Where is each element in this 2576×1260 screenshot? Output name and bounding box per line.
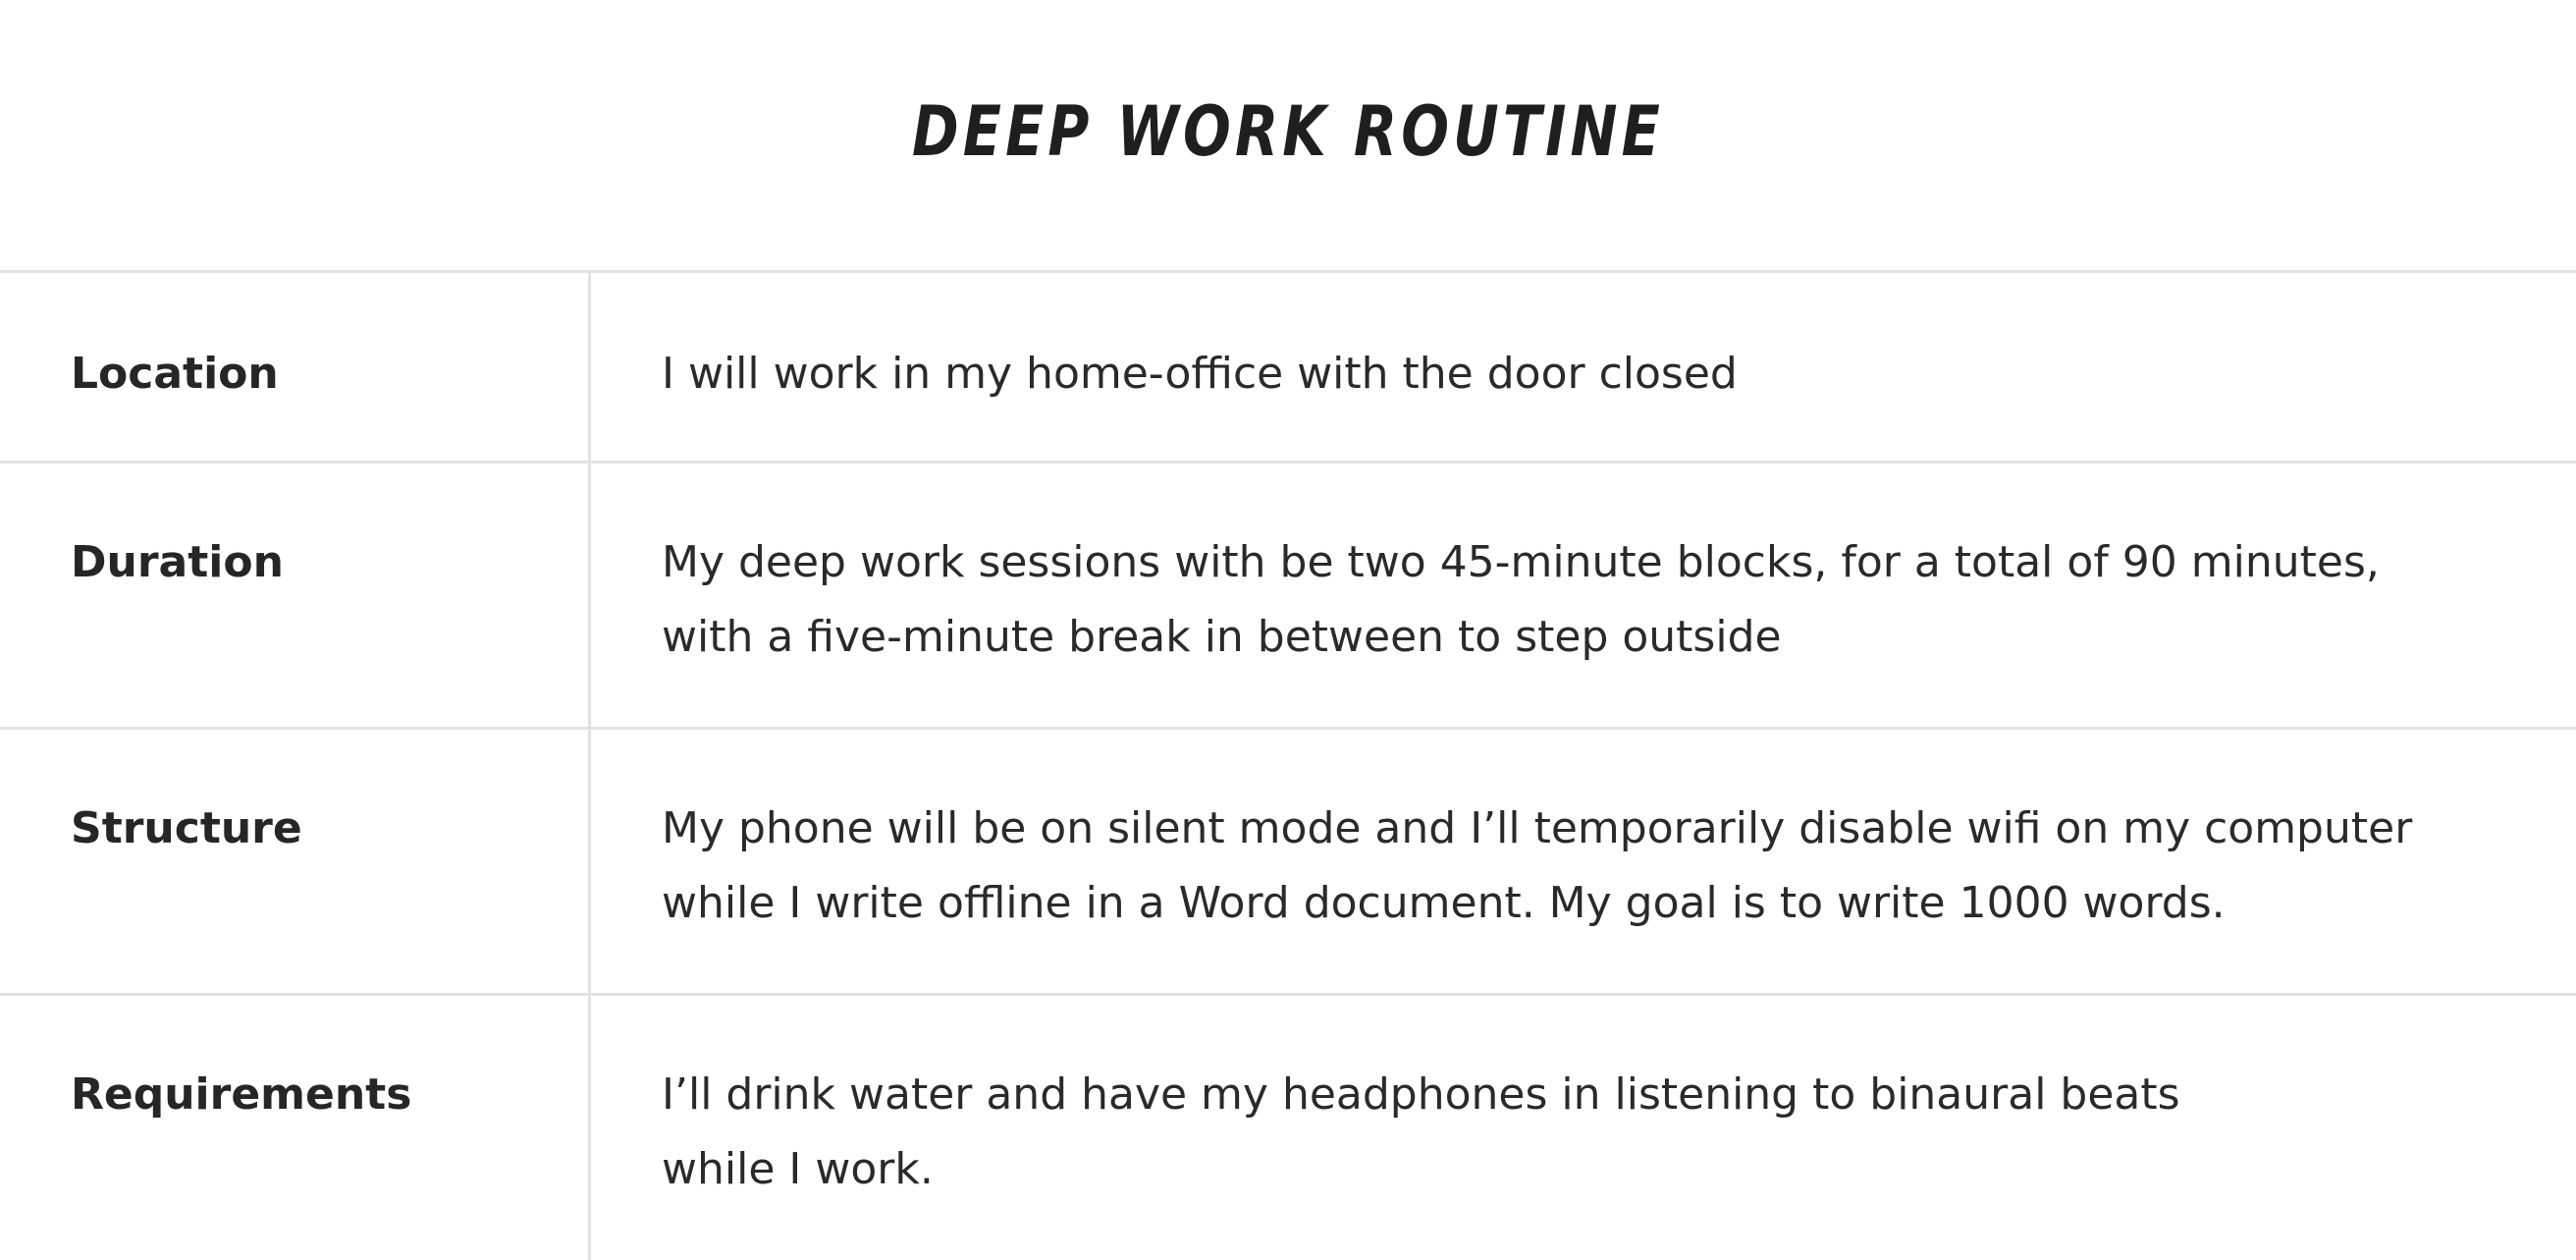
- row-label-requirements: Requirements: [71, 1069, 412, 1120]
- row-value-line: I’ll drink water and have my headphones in listening to binaural beats: [662, 1069, 2180, 1120]
- value-cell: [591, 464, 2576, 727]
- label-cell: [0, 464, 591, 727]
- table-row-requirements: [0, 996, 2576, 1260]
- value-cell: [591, 996, 2576, 1260]
- row-label-location: Location: [71, 349, 279, 399]
- row-value-line: with a five-minute break in between to step outside: [662, 612, 1782, 662]
- page-title: DEEP WORK ROUTINE: [912, 91, 1664, 172]
- label-cell: [0, 996, 591, 1260]
- label-cell: [0, 730, 591, 993]
- row-label-duration: Duration: [71, 537, 284, 587]
- row-value-line: My deep work sessions with be two 45-minute blocks, for a total of 90 minutes,: [662, 537, 2380, 587]
- table-row-duration: [0, 464, 2576, 730]
- label-cell: [0, 273, 591, 461]
- row-value-line: while I work.: [662, 1144, 934, 1194]
- value-cell: [591, 730, 2576, 993]
- row-value-line: while I write offline in a Word document. My goal is to write 1000 words.: [662, 878, 2226, 928]
- routine-table: [0, 270, 2576, 1260]
- row-value-line: I will work in my home-office with the door closed: [662, 349, 1738, 399]
- row-value-line: My phone will be on silent mode and I’ll temporarily disable wifi on my computer: [662, 803, 2413, 853]
- table-row-location: [0, 273, 2576, 464]
- table-row-structure: [0, 730, 2576, 996]
- value-cell: [591, 273, 2576, 461]
- row-label-structure: Structure: [71, 803, 302, 853]
